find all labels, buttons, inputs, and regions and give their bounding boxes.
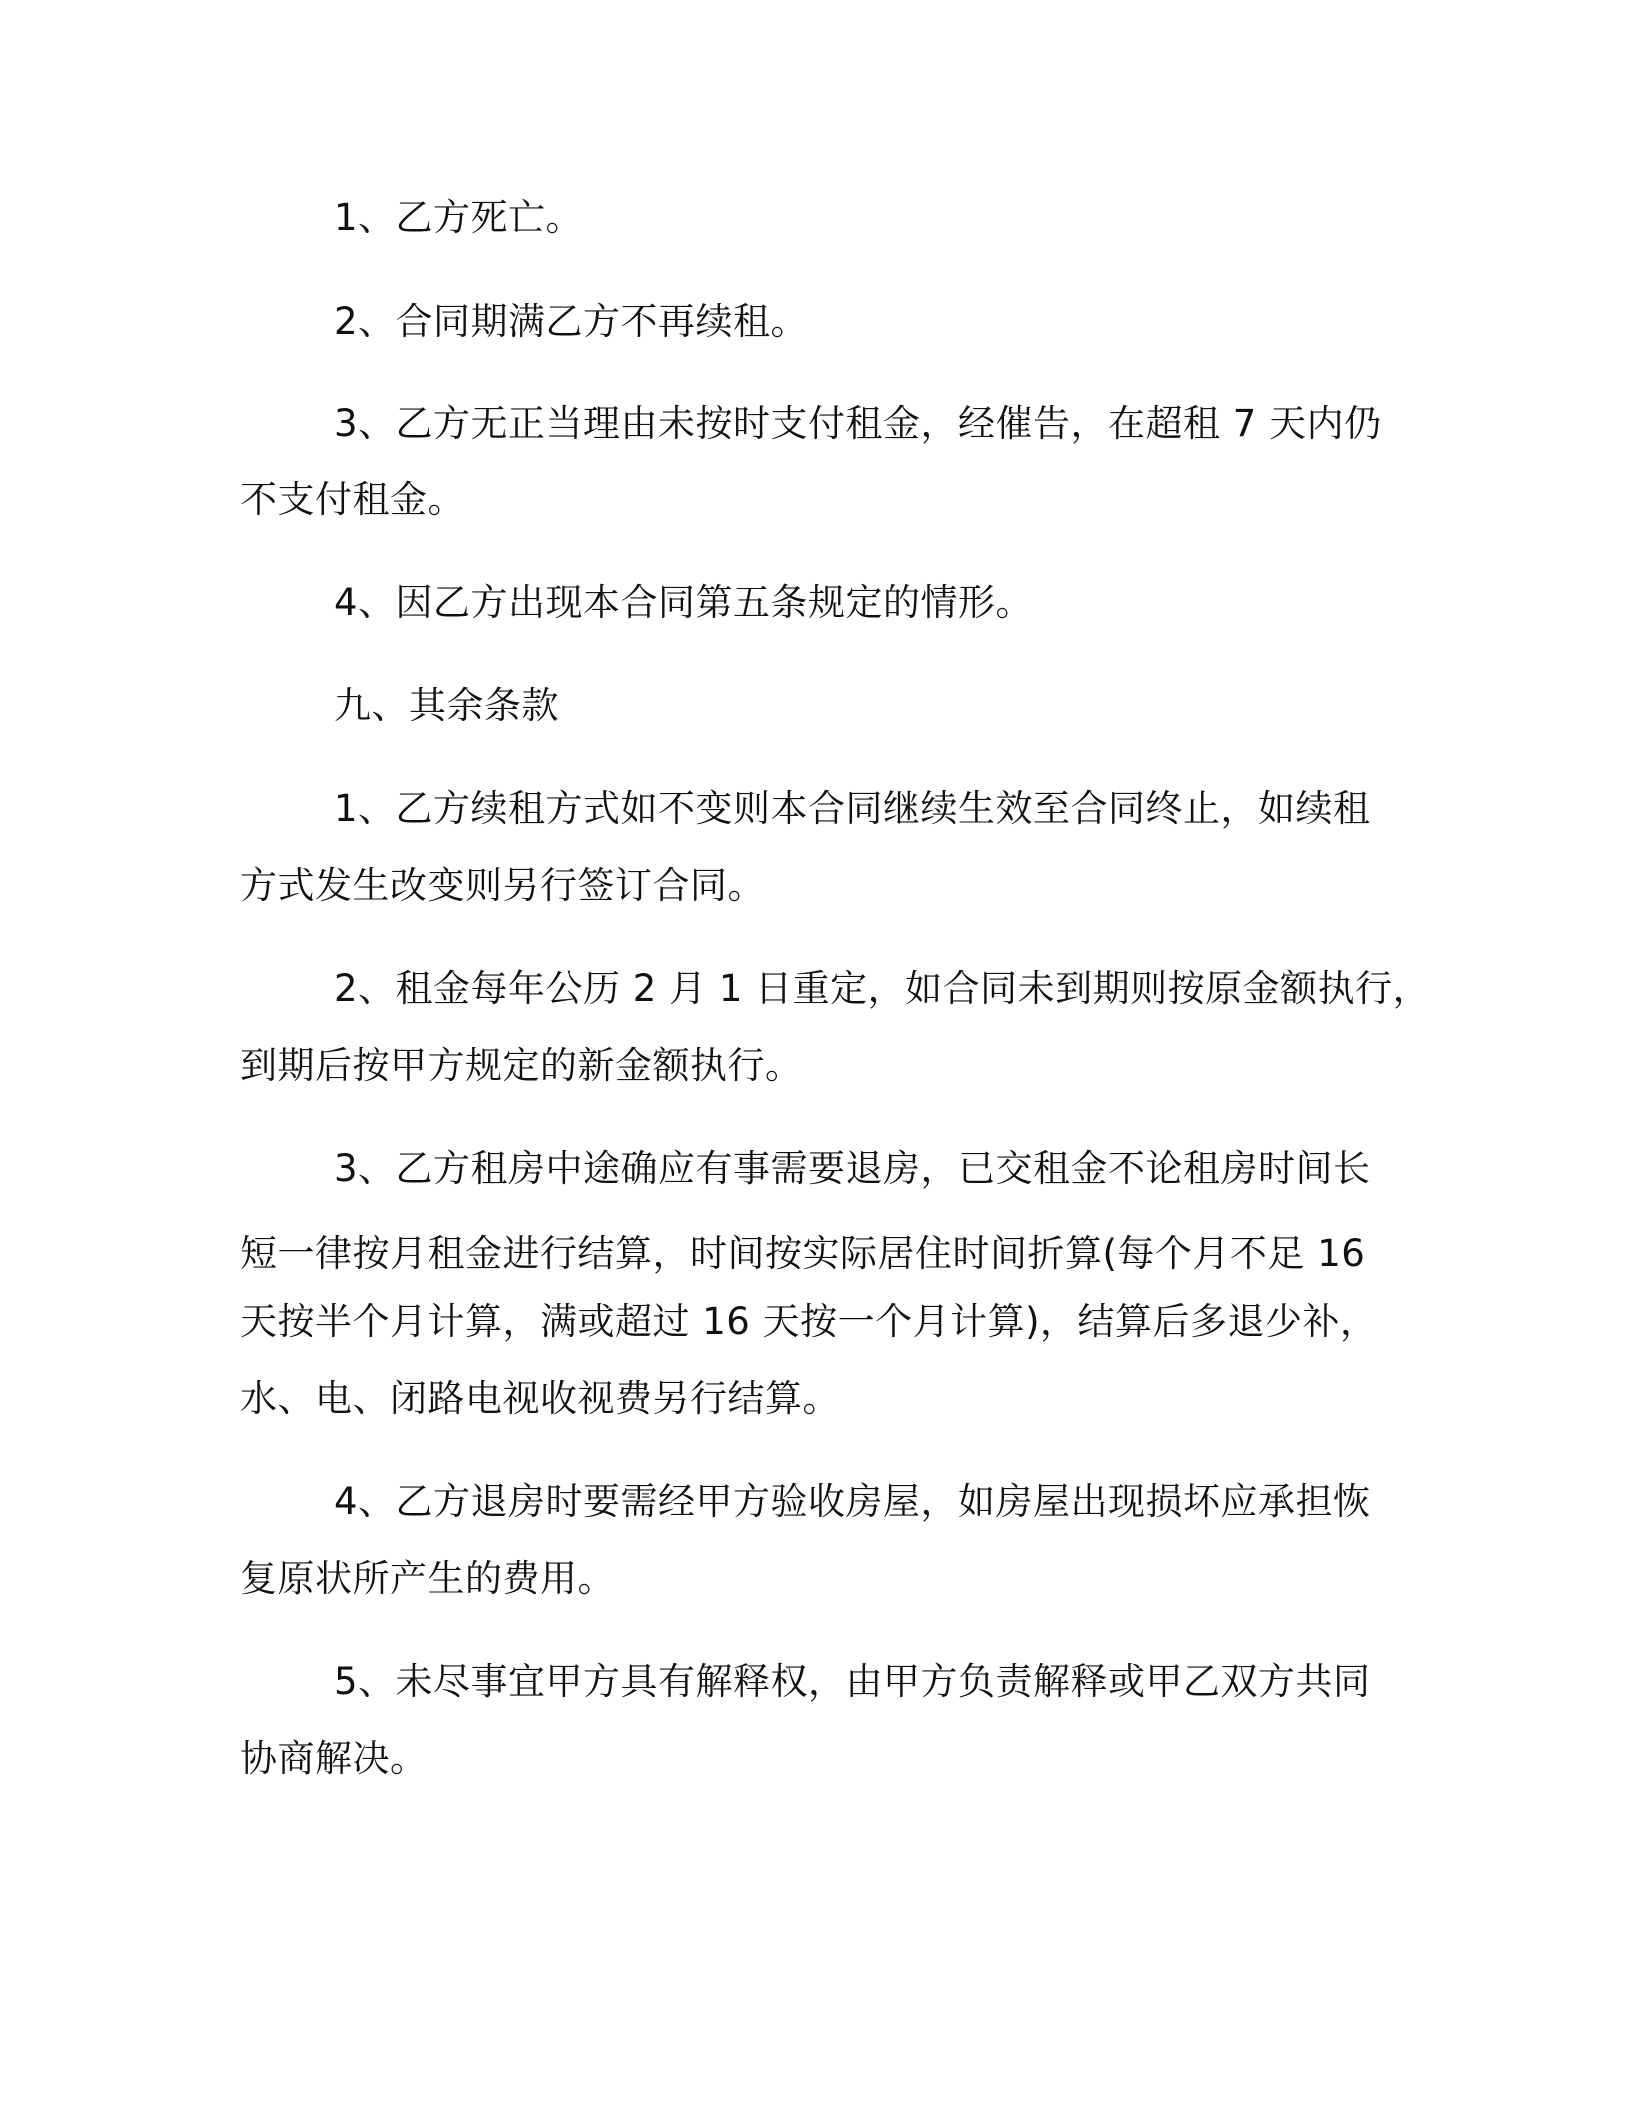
clause-9-item-3-line-4: 水、电、闭路电视收视费另行结算。 xyxy=(240,1377,840,1420)
clause-9-item-5-line-1: 5、未尽事宜甲方具有解释权，由甲方负责解释或甲乙双方共同 xyxy=(334,1660,1371,1703)
clause-8-item-4: 4、因乙方出现本合同第五条规定的情形。 xyxy=(334,581,1034,624)
clause-8-item-3-line-1: 3、乙方无正当理由未按时支付租金，经催告，在超租 7 天内仍 xyxy=(334,402,1382,445)
clause-9-item-5-line-2: 协商解决。 xyxy=(240,1737,428,1780)
clause-9-item-3-line-2: 短一律按月租金进行结算，时间按实际居住时间折算(每个月不足 16 xyxy=(240,1232,1366,1275)
clause-9-item-4-line-2: 复原状所产生的费用。 xyxy=(240,1557,615,1600)
clause-8-item-2: 2、合同期满乙方不再续租。 xyxy=(334,300,809,343)
clause-9-item-2-line-1: 2、租金每年公历 2 月 1 日重定，如合同未到期则按原金额执行， xyxy=(334,967,1431,1010)
clause-9-item-1-line-2: 方式发生改变则另行签订合同。 xyxy=(240,864,765,907)
clause-9-item-3-line-3: 天按半个月计算，满或超过 16 天按一个月计算)，结算后多退少补， xyxy=(240,1300,1378,1343)
clause-9-item-4-line-1: 4、乙方退房时要需经甲方验收房屋，如房屋出现损坏应承担恢 xyxy=(334,1480,1371,1523)
clause-9-item-1-line-1: 1、乙方续租方式如不变则本合同继续生效至合同终止，如续租 xyxy=(334,787,1371,830)
section-heading-9: 九、其余条款 xyxy=(334,684,559,727)
clause-8-item-1: 1、乙方死亡。 xyxy=(334,196,584,239)
clause-9-item-2-line-2: 到期后按甲方规定的新金额执行。 xyxy=(240,1044,803,1087)
clause-9-item-3-line-1: 3、乙方租房中途确应有事需要退房，已交租金不论租房时间长 xyxy=(334,1147,1371,1190)
clause-8-item-3-line-2: 不支付租金。 xyxy=(240,478,465,521)
